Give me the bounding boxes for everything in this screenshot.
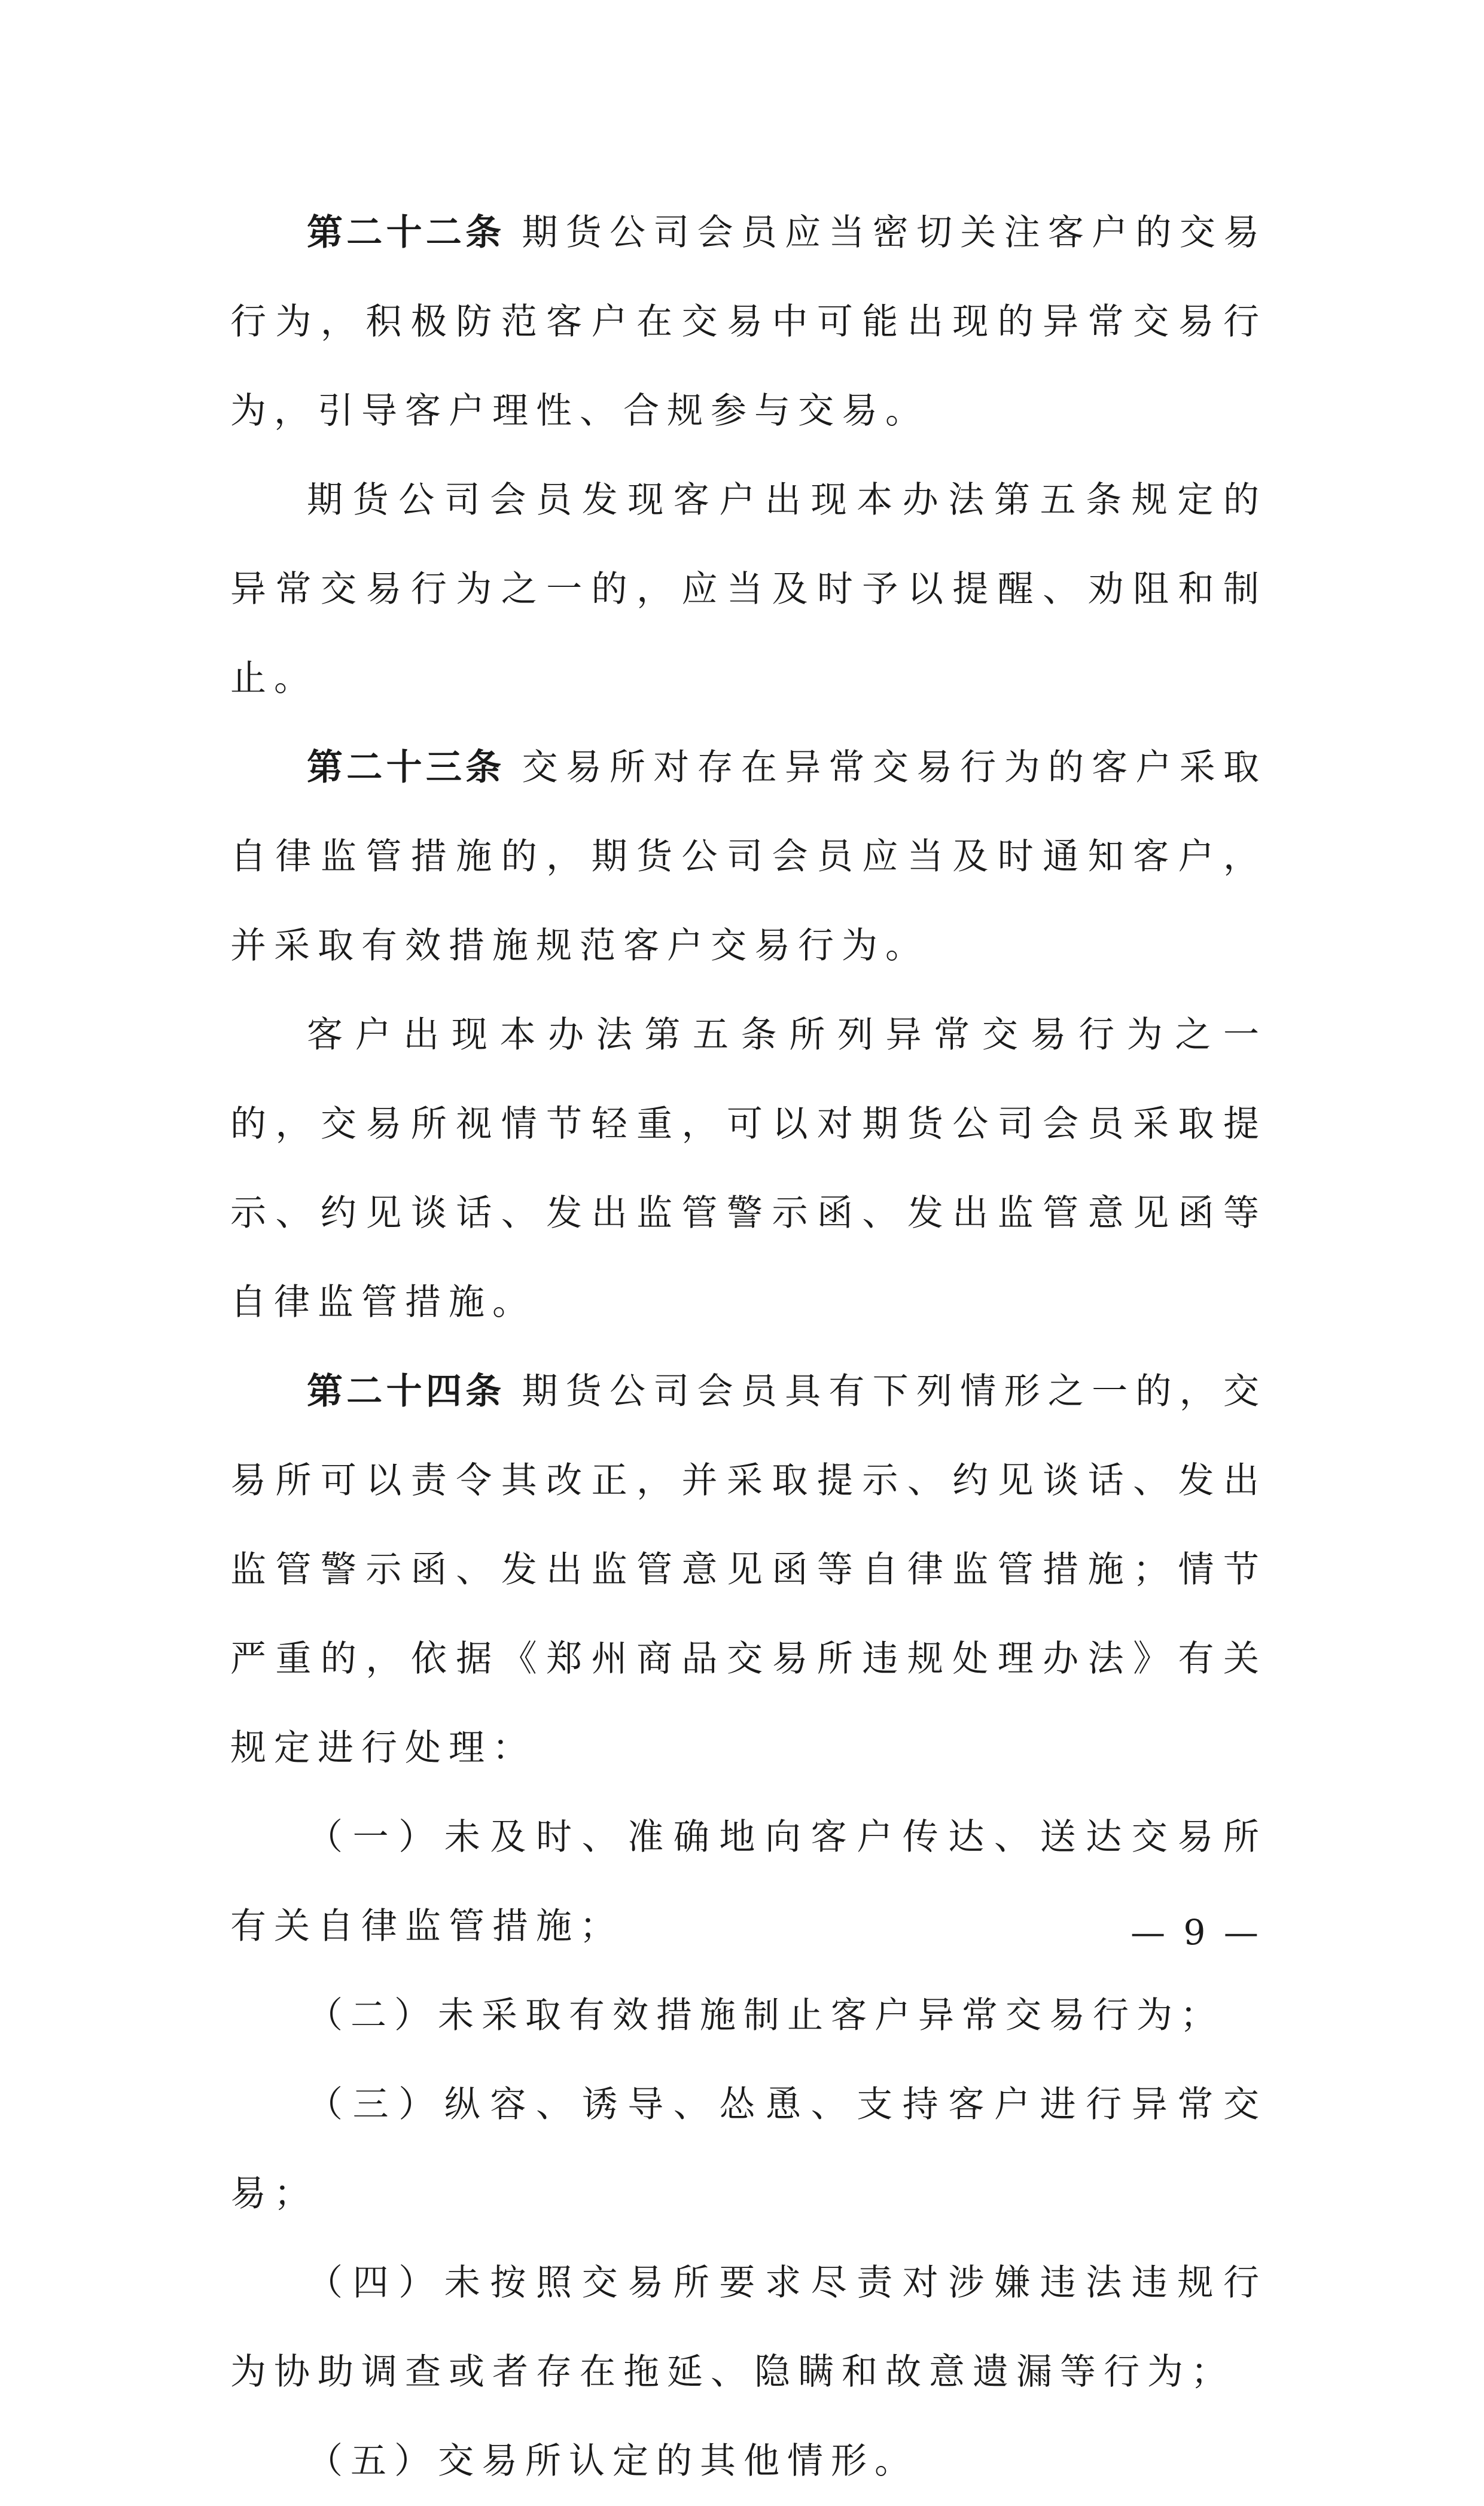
paragraph-text: （五）交易所认定的其他情形。	[307, 2440, 918, 2482]
paragraph-article-22-clause-2	[230, 456, 1267, 723]
list-item-5	[230, 2417, 1267, 2506]
paragraph-text: （三）纵容、诱导、怂恿、支持客户进行异常交易；	[230, 2084, 1267, 2215]
paragraph-text: （二）未采取有效措施制止客户异常交易行为；	[307, 1995, 1224, 2036]
paragraph-text: 期货公司会员应当密切关注客户的交易行为，积极防范客户在交易中可能出现的异常交易行为，引导客户理性、合规参与交易。	[230, 212, 1267, 432]
paragraph-article-24	[230, 1347, 1267, 1793]
list-item-1	[230, 1793, 1267, 1971]
paragraph-article-22	[230, 188, 1267, 456]
list-item-2	[230, 1971, 1267, 2060]
list-item-4	[230, 2239, 1267, 2417]
article-number: 第二十四条	[307, 1371, 505, 1412]
paragraph-text: 交易所对存在异常交易行为的客户采取自律监管措施的，期货公司会员应当及时通知客户，并采取有效措施规范客户交易行为。	[230, 747, 1267, 967]
list-item-3	[230, 2060, 1267, 2239]
paragraph-text: 期货公司会员具有下列情形之一的，交易所可以责令其改正，并采取提示、约见谈话、发出监管警示函、发出监管意见函等自律监管措施；情节严重的，依据《郑州商品交易所违规处理办法》有关规定进行处理：	[230, 1371, 1267, 1769]
paragraph-text: 期货公司会员发现客户出现本办法第五条规定的异常交易行为之一的，应当及时予以提醒、劝阻和制止。	[230, 479, 1267, 699]
paragraph-text: （四）未按照交易所要求尽责对涉嫌违法违规行为协助调查或者存在拖延、隐瞒和故意遗漏等行为；	[230, 2262, 1267, 2393]
article-number: 第二十二条	[307, 212, 505, 254]
page-number: — 9 —	[1130, 1912, 1262, 1953]
article-number: 第二十三条	[307, 747, 505, 788]
paragraph-article-23-clause-2	[230, 991, 1267, 1347]
paragraph-article-23	[230, 723, 1267, 991]
paragraph-text: （一）未及时、准确地向客户传达、送达交易所有关自律监管措施；	[230, 1816, 1267, 1947]
document-body	[230, 188, 1267, 2506]
paragraph-text: 客户出现本办法第五条所列异常交易行为之一的，交易所视情节轻重，可以对期货公司会员采取提示、约见谈话、发出监管警示函、发出监管意见函等自律监管措施。	[230, 1014, 1267, 1323]
